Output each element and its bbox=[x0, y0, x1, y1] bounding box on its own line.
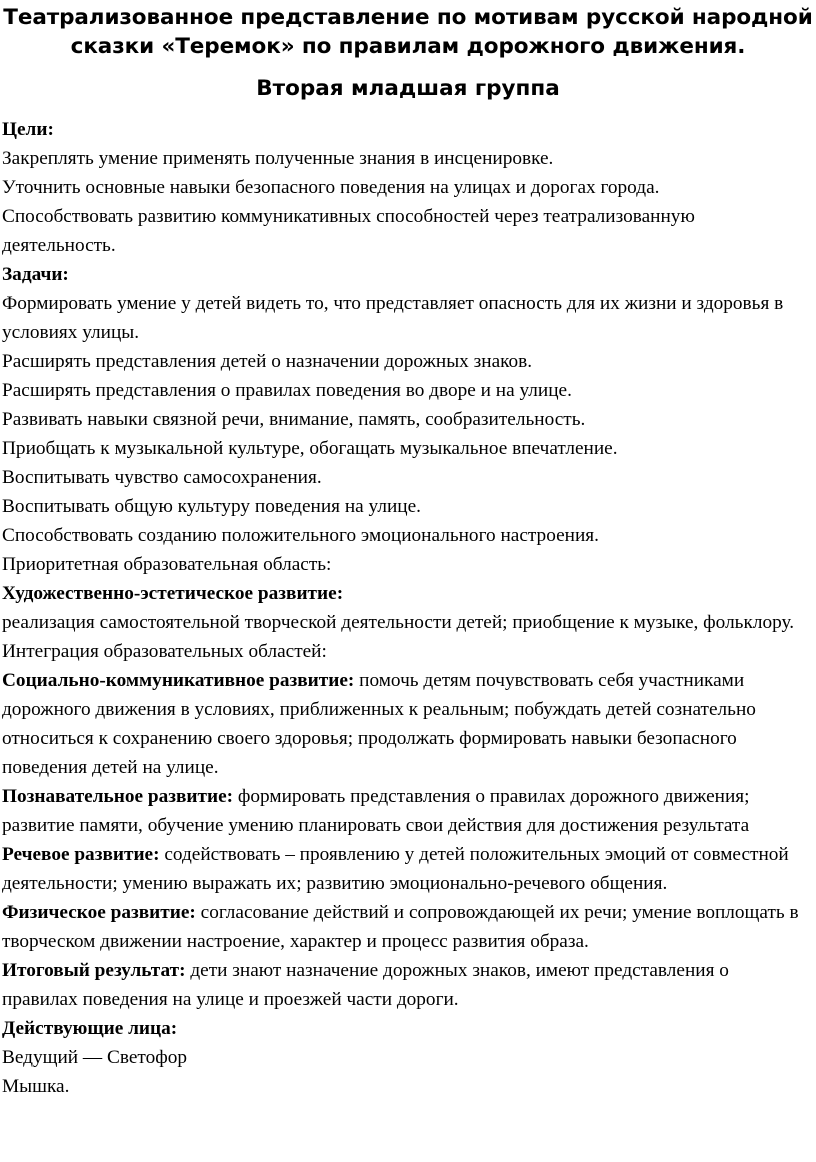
physical-development-text: согласование действий и сопровождающей их речи; умение воплощать в творческом движении настроение, характер и процесс развития образа. bbox=[2, 902, 799, 952]
document-title bbox=[0, 0, 816, 61]
physical-development-paragraph bbox=[2, 898, 808, 956]
task-item: Расширять представления о правилах поведения во дворе и на улице. bbox=[2, 380, 572, 401]
document-subtitle: Вторая младшая группа bbox=[256, 76, 560, 101]
integration-label: Интеграция образовательных областей: bbox=[2, 641, 327, 662]
social-development-text: помочь детям почувствовать себя участниками дорожного движения в условиях, приближенных к реальным; побуждать детей сознательно относиться к сохранению своего здоровья; продолжать формировать навыки безопасного поведения детей на улице. bbox=[2, 670, 756, 778]
goal-item: Способствовать развитию коммуникативных способностей через театрализованную деятельность. bbox=[2, 206, 695, 256]
artistic-development-heading: Художественно-эстетическое развитие: bbox=[2, 583, 344, 604]
task-item: Расширять представления детей о назначении дорожных знаков. bbox=[2, 351, 533, 372]
task-item: Развивать навыки связной речи, внимание, память, сообразительность. bbox=[2, 409, 586, 430]
goals-heading: Цели: bbox=[2, 119, 54, 140]
speech-development-heading: Речевое развитие: bbox=[2, 844, 160, 865]
task-item: Способствовать созданию положительного эмоционального настроения. bbox=[2, 525, 599, 546]
title-line-1: Театрализованное представление по мотивам русской народной bbox=[3, 5, 813, 30]
cognitive-development-heading: Познавательное развитие: bbox=[2, 786, 234, 807]
social-development-paragraph bbox=[2, 666, 808, 782]
task-item: Приобщать к музыкальной культуре, обогащать музыкальное впечатление. bbox=[2, 438, 618, 459]
character-item: Мышка. bbox=[2, 1076, 70, 1097]
priority-area-label: Приоритетная образовательная область: bbox=[2, 554, 332, 575]
speech-development-paragraph bbox=[2, 840, 808, 898]
task-item: Формировать умение у детей видеть то, что представляет опасность для их жизни и здоровья в условиях улицы. bbox=[2, 293, 784, 343]
cognitive-development-text: формировать представления о правилах дорожного движения; развитие памяти, обучение умению планировать свои действия для достижения результата bbox=[2, 786, 750, 836]
goal-item: Закреплять умение применять полученные знания в инсценировке. bbox=[2, 148, 554, 169]
document-body bbox=[0, 115, 816, 1101]
final-result-heading: Итоговый результат: bbox=[2, 960, 186, 981]
speech-development-text: содействовать – проявлению у детей положительных эмоций от совместной деятельности; умению выражать их; развитию эмоционально-речевого общения. bbox=[2, 844, 789, 894]
artistic-development-text: реализация самостоятельной творческой деятельности детей; приобщение к музыке, фольклору. bbox=[2, 612, 795, 633]
cognitive-development-paragraph bbox=[2, 782, 808, 840]
characters-heading: Действующие лица: bbox=[2, 1018, 178, 1039]
task-item: Воспитывать общую культуру поведения на улице. bbox=[2, 496, 421, 517]
final-result-text: дети знают назначение дорожных знаков, имеют представления о правилах поведения на улице и проезжей части дороги. bbox=[2, 960, 729, 1010]
task-item: Воспитывать чувство самосохранения. bbox=[2, 467, 322, 488]
title-line-2: сказки «Теремок» по правилам дорожного движения. bbox=[70, 34, 746, 59]
tasks-heading: Задачи: bbox=[2, 264, 69, 285]
character-item: Ведущий — Светофор bbox=[2, 1047, 188, 1068]
social-development-heading: Социально-коммуникативное развитие: bbox=[2, 670, 355, 691]
final-result-paragraph bbox=[2, 956, 808, 1014]
physical-development-heading: Физическое развитие: bbox=[2, 902, 196, 923]
goal-item: Уточнить основные навыки безопасного поведения на улицах и дорогах города. bbox=[2, 177, 660, 198]
